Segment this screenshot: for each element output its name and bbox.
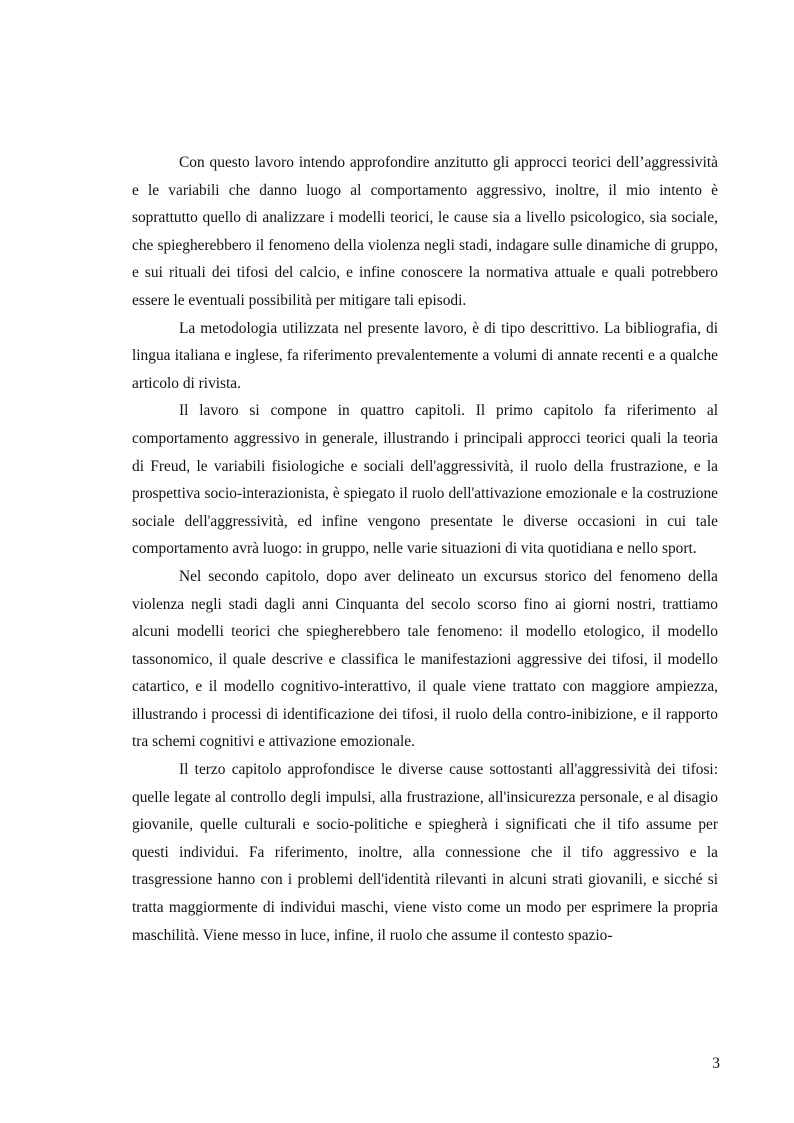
paragraph-methodology: La metodologia utilizzata nel presente lavoro, è di tipo descrittivo. La bibliografia, di lingua italiana e inglese, fa riferimento prevalentemente a volumi di annate recenti e a qualche articolo di rivista. — [132, 319, 718, 392]
body-text — [132, 149, 718, 949]
page-number: 3 — [712, 1055, 720, 1072]
paragraph-structure: Il lavoro si compone in quattro capitoli. Il primo capitolo fa riferimento al comportamento aggressivo in generale, illustrando i principali approcci teorici quali la teoria di Freud, le variabili fisiologiche e sociali dell'aggressività, il ruolo della frustrazione, e la prospettiva socio-interazionista, è spiegato il ruolo dell'attivazione emozionale e la costruzione sociale dell'aggressività, ed infine vengono presentate le diverse occasioni in cui tale comportamento avrà luogo: in gruppo, nelle varie situazioni di vita quotidiana e nello sport. — [132, 402, 718, 558]
paragraph-second-chapter: Nel secondo capitolo, dopo aver delineato un excursus storico del fenomeno della violenza negli stadi dagli anni Cinquanta del secolo scorso fino ai giorni nostri, trattiamo alcuni modelli teorici che spiegherebbero tale fenomeno: il modello etologico, il modello tassonomico, il quale descrive e classifica le manifestazioni aggressive dei tifosi, il modello catartico, e il modello cognitivo-interattivo, il quale viene trattato con maggiore ampiezza, illustrando i processi di identificazione dei tifosi, il ruolo della contro-inibizione, e il rapporto tra schemi cognitivi e attivazione emozionale. — [132, 567, 718, 751]
paragraph-third-chapter: Il terzo capitolo approfondisce le diverse cause sottostanti all'aggressività dei tifosi: quelle legate al controllo degli impulsi, alla frustrazione, all'insicurezza personale, e al disagio giovanile, quelle culturali e socio-politiche e spiegherà i significati che il tifo assume per questi individui. Fa riferimento, inoltre, alla connessione che il tifo aggressivo e la trasgressione hanno con i problemi dell'identità rilevanti in alcuni strati giovanili, e sicché si tratta maggiormente di individui maschi, viene visto come un modo per esprimere la propria maschilità. Viene messo in luce, infine, il ruolo che assume il contesto spazio- — [132, 761, 718, 944]
paragraph-introduction: Con questo lavoro intendo approfondire anzitutto gli approcci teorici dell’aggressività e le variabili che danno luogo al comportamento aggressivo, inoltre, il mio intento è soprattutto quello di analizzare i modelli teorici, le cause sia a livello psicologico, sia sociale, che spiegherebbero il fenomeno della violenza negli stadi, indagare sulle dinamiche di gruppo, e sui rituali dei tifosi del calcio, e infine conoscere la normativa attuale e quali potrebbero essere le eventuali possibilità per mitigare tali episodi. — [132, 154, 718, 309]
